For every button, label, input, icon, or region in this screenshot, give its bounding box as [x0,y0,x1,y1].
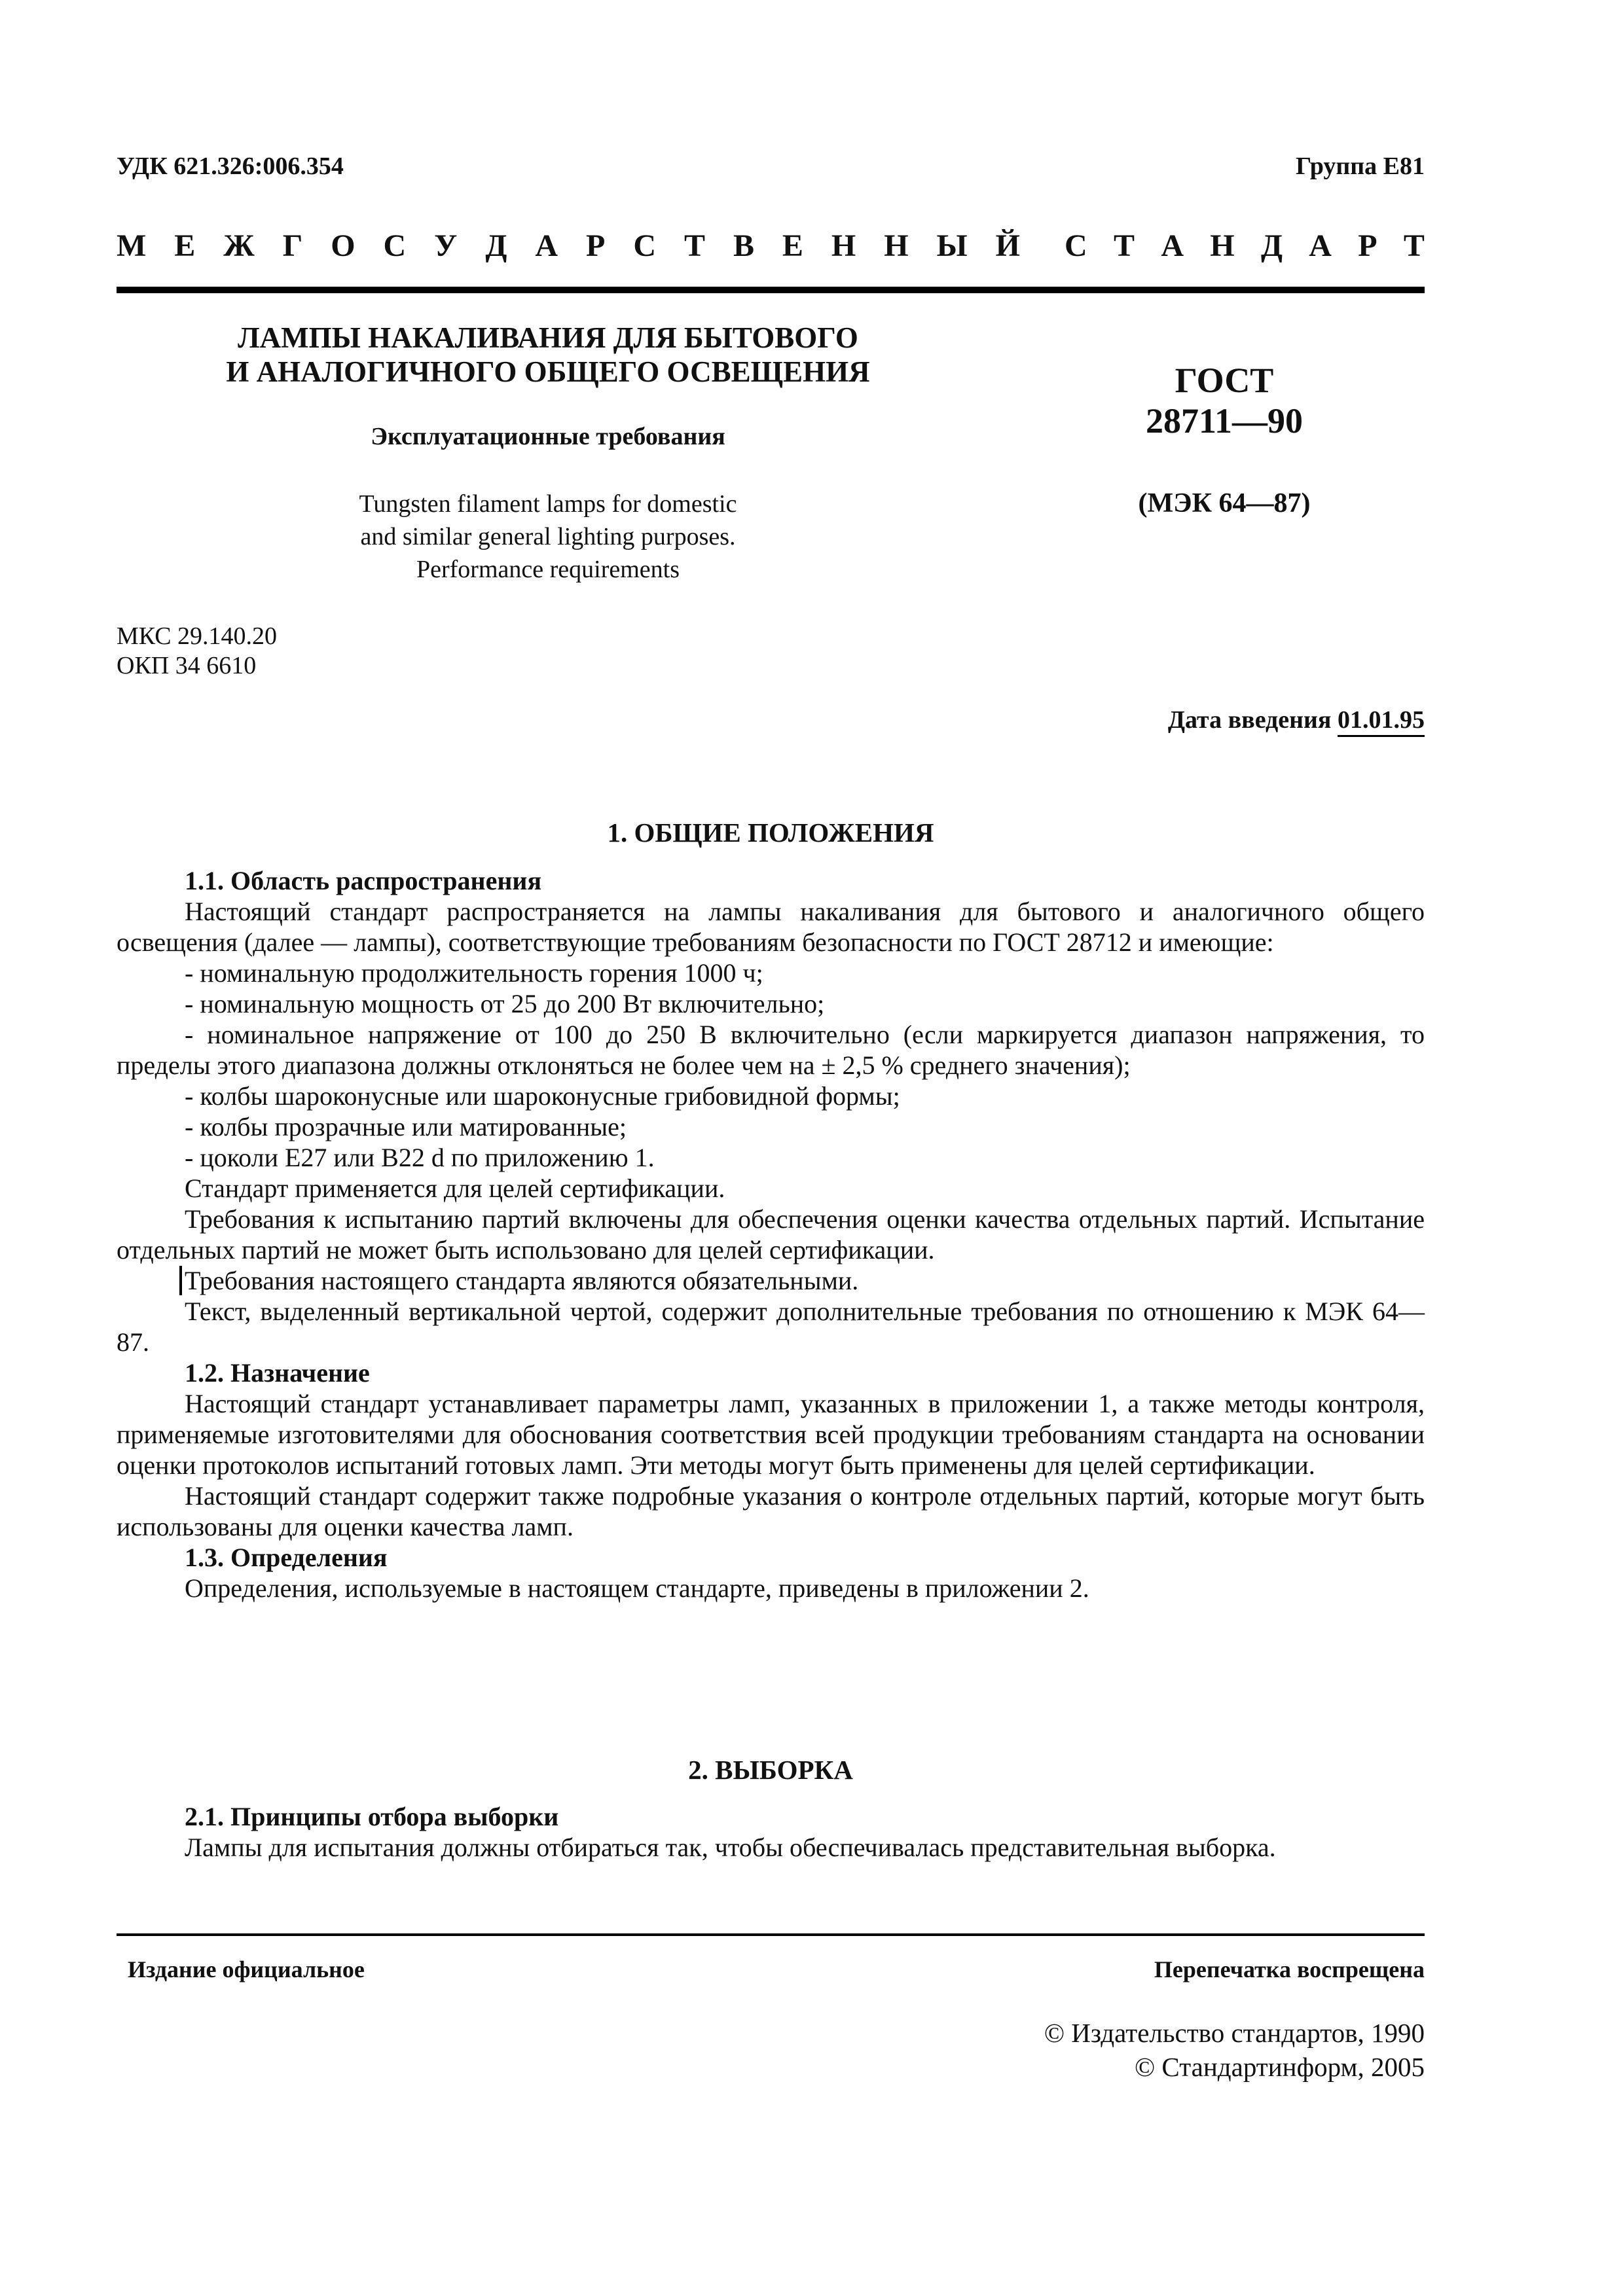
banner-letter: Н [884,228,909,263]
paragraph: Стандарт применяется для целей сертификации. [185,1174,725,1203]
banner-letter: Р [1358,228,1377,263]
banner-letter: М [117,228,147,263]
banner-letter: У [434,228,458,263]
gost-designation [1087,360,1362,441]
banner-letter: Т [684,228,705,263]
subsection-1-1-title: 1.1. Область распространения [185,866,542,895]
list-item: - колбы шароконусные или шароконусные грибовидной формы; [185,1081,900,1111]
banner-letter: О [331,228,356,263]
banner-letter: А [1309,228,1332,263]
list-item: - номинальное напряжение от 100 до 250 В включительно (если маркируется диапазон напряжения, то пределы этого диапазона должны отклоняться не более чем на ± 2,5 % среднего значения); [117,1020,1425,1080]
udk-code: УДК 621.326:006.354 [117,152,344,180]
english-title-line-3: Performance requirements [416,556,680,583]
mks-code: МКС 29.140.20 [117,622,278,650]
banner-letter: Т [1403,228,1425,263]
banner-letter: Р [586,228,606,263]
banner-word-standard [1065,228,1425,264]
header-rule [117,287,1425,293]
banner-letter: Д [1260,228,1283,263]
classification-codes [117,622,277,681]
section-2-body [117,1801,1425,1863]
intro-date-label: Дата введения [1167,706,1332,734]
title-line-2: И АНАЛОГИЧНОГО ОБЩЕГО ОСВЕЩЕНИЯ [226,355,870,388]
paragraph: Текст, выделенный вертикальной чертой, содержит дополнительные требования по отношению к МЭК 64—87. [117,1297,1425,1357]
standard-banner [117,228,1425,264]
section-2-heading: 2. ВЫБОРКА [688,1755,853,1785]
banner-letter: С [633,228,656,263]
copyright-line-2: © Стандартинформ, 2005 [1135,2052,1425,2082]
document-title [117,321,979,389]
subsection-2-1-title: 2.1. Принципы отбора выборки [185,1802,559,1831]
reprint-notice: Перепечатка воспрещена [1154,1956,1425,1982]
paragraph: Лампы для испытания должны отбираться так, чтобы обеспечивалась представительная выборка. [185,1833,1276,1862]
paragraph: Настоящий стандарт содержит также подробные указания о контроле отдельных партий, которые могут быть использованы для оценки качества ламп. [117,1481,1425,1541]
gost-label: ГОСТ [1175,361,1274,400]
title-line-1: ЛАМПЫ НАКАЛИВАНИЯ ДЛЯ БЫТОВОГО [238,321,858,354]
paragraph: Требования к испытанию партий включены для обеспечения оценки качества отдельных партий. Испытание отдельных партий не может быть использовано для целей сертификации. [117,1204,1425,1265]
banner-letter: Ж [223,228,255,263]
official-edition-label: Издание официальное [128,1956,365,1982]
banner-letter: Й [995,228,1020,263]
paragraph: Настоящий стандарт распространяется на лампы накаливания для бытового и аналогичного общего освещения (далее — лампы), соответствующие требованиям безопасности по ГОСТ 28712 и имеющие: [117,897,1425,957]
okp-code: ОКП 34 6610 [117,652,257,679]
list-item: - номинальную продолжительность горения 1000 ч; [185,958,763,988]
section-1-heading: 1. ОБЩИЕ ПОЛОЖЕНИЯ [607,817,934,848]
gost-number: 28711—90 [1145,401,1304,440]
copyright-block [1044,2016,1425,2084]
banner-letter: В [733,228,754,263]
banner-letter: Д [485,228,507,263]
paragraph: Определения, используемые в настоящем стандарте, приведены в приложении 2. [185,1573,1089,1603]
banner-letter: С [383,228,407,263]
document-subtitle: Эксплуатационные требования [371,423,725,450]
banner-letter: Т [1113,228,1135,263]
footer-rule [117,1933,1425,1936]
iec-reference: (МЭК 64—87) [1138,488,1311,518]
copyright-line-1: © Издательство стандартов, 1990 [1044,2018,1425,2048]
banner-letter: Е [782,228,803,263]
subsection-1-2-title: 1.2. Назначение [185,1358,370,1388]
group-code: Группа Е81 [1295,152,1425,180]
vertical-bar-marked-text: Требования настоящего стандарта являются обязательными. [179,1266,858,1295]
banner-letter: Ы [936,228,968,263]
paragraph: Настоящий стандарт устанавливает параметры ламп, указанных в приложении 1, а также методы контроля, применяемые изготовителями для обоснования соответствия всей продукции требованиям стандарта на основании оценки протоколов испытаний готовых ламп. Эти методы могут быть применены для целей сертификации. [117,1389,1425,1480]
list-item: - номинальную мощность от 25 до 200 Вт включительно; [185,989,825,1018]
subsection-1-3-title: 1.3. Определения [185,1543,388,1572]
banner-letter: Г [282,228,303,263]
banner-word-interstate [117,228,1020,264]
banner-letter: А [1161,228,1184,263]
english-title [117,488,979,586]
list-item: - колбы прозрачные или матированные; [185,1112,627,1141]
banner-letter: С [1065,228,1087,263]
intro-date-value: 01.01.95 [1338,706,1425,737]
list-item: - цоколи Е27 или В22 d по приложению 1. [185,1143,655,1172]
banner-letter: А [535,228,558,263]
paragraph-marked [117,1265,1425,1296]
english-title-line-1: Tungsten filament lamps for domestic [359,490,737,518]
banner-letter: Н [831,228,856,263]
english-title-line-2: and similar general lighting purposes. [360,523,736,550]
section-1-body [117,865,1425,1604]
banner-letter: Н [1210,228,1235,263]
intro-date [1168,706,1425,734]
banner-letter: Е [174,228,196,263]
